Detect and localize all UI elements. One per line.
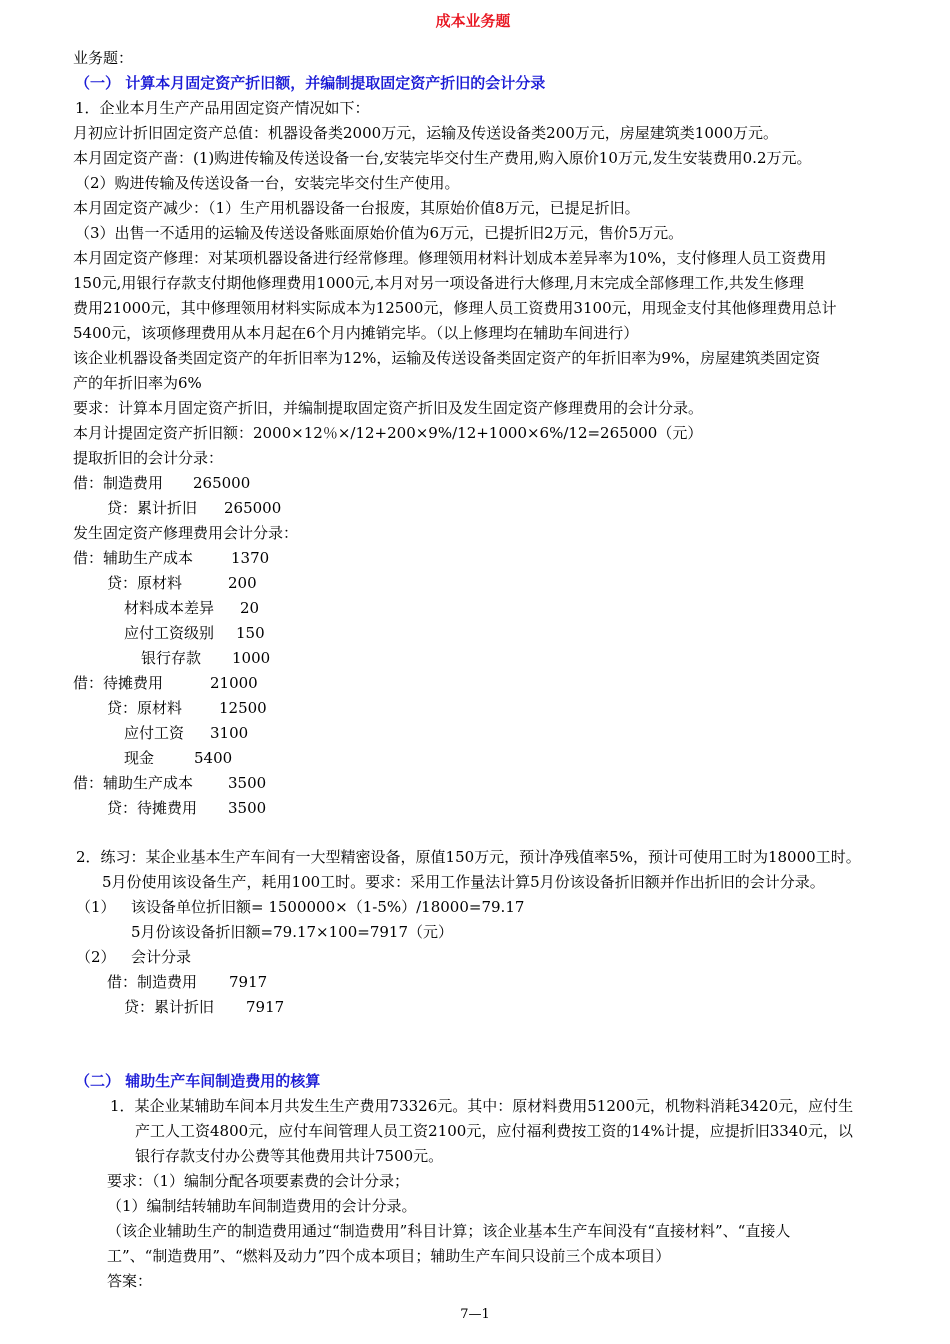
paragraph: 产的年折旧率为6% [73,374,202,392]
journal-amount: 1370 [231,549,270,567]
paragraph: 月初应计折旧固定资产总值：机器设备类2000万元，运输及传送设备类200万元，房屋建筑类1000万元。 [73,124,778,142]
question-2-text: 2．练习：某企业基本生产车间有一大型精密设备，原值150万元，预计净残值率5%，预计可使用工时为18000工时。 [76,848,861,866]
journal-credit: 贷：累计折旧 [124,998,215,1016]
step-number: （1） [76,898,116,916]
step-text: 会计分录 [131,948,192,966]
paragraph: （2）购进传输及传送设备一台，安装完毕交付生产使用。 [75,174,460,192]
journal-amount: 1000 [232,649,271,667]
journal-amount: 21000 [210,674,258,692]
paragraph: 150元,用银行存款支付期他修理费用1000元,本月对另一项设备进行大修理,月末完成全部修理工作,共发生修理 [73,274,804,292]
repair-intro: 发生固定资产修理费用会计分录： [73,524,299,542]
journal-amount: 3500 [228,774,267,792]
page-title: 成本业务题 [435,12,511,30]
entry-intro: 提取折旧的会计分录： [73,449,224,467]
journal-amount: 3100 [210,724,249,742]
step-number: （2） [76,948,116,966]
requirement: （1）编制结转辅助车间制造费用的会计分录。 [107,1197,417,1215]
note: （该企业辅助生产的制造费用通过“制造费用”科目计算；该企业基本生产车间没有“直接材料”、“直接人 [107,1222,791,1240]
question-text: 银行存款支付办公费等其他费用共计7500元。 [135,1147,444,1165]
journal-credit: 应付工资 [124,724,185,742]
paragraph: （3）出售一不适用的运输及传送设备账面原始价值为6万元，已提折旧2万元，售价5万元。 [75,224,684,242]
journal-credit: 应付工资级别 [124,624,215,642]
journal-debit: 借：制造费用 [73,474,164,492]
journal-credit: 贷：原材料 [107,574,183,592]
paragraph: 本月固定资产修理：对某项机器设备进行经常修理。修理领用材料计划成本差异率为10%，支付修理人员工资费用 [73,249,827,267]
answer-label: 答案： [107,1272,153,1290]
page-number: 7—1 [460,1307,490,1322]
question-1-title: 1．企业本月生产产品用固定资产情况如下： [75,99,370,117]
paragraph: 费用21000元，其中修理领用材料实际成本为12500元，修理人员工资费用3100元，用现金支付其他修理费用总计 [73,299,837,317]
journal-debit: 借：待摊费用 [73,674,164,692]
calculation: 本月计提固定资产折旧额：2000×12％×/12+200×9%/12+1000×6%/12=265000（元） [73,424,703,442]
journal-amount: 150 [236,624,265,642]
journal-debit: 借：辅助生产成本 [73,549,194,567]
journal-credit: 材料成本差异 [124,599,215,617]
journal-amount: 20 [240,599,260,617]
requirement: 要求：计算本月固定资产折旧，并编制提取固定资产折旧及发生固定资产修理费用的会计分录。 [73,399,704,417]
journal-debit: 借：辅助生产成本 [73,774,194,792]
journal-amount: 265000 [193,474,251,492]
question-2-text: 5月份使用该设备生产，耗用100工时。要求：采用工作量法计算5月份该设备折旧额并作出折旧的会计分录。 [102,873,825,891]
journal-credit: 现金 [124,749,155,767]
journal-amount: 7917 [229,973,268,991]
requirement: 要求：（1）编制分配各项要素费的会计分录； [107,1172,410,1190]
note: 工”、“制造费用”、“燃料及动力”四个成本项目；辅助生产车间只设前三个成本项目） [107,1247,671,1265]
question-text: 产工人工资4800元，应付车间管理人员工资2100元，应付福利费按工资的14%计提，应提折旧3340元，以 [135,1122,853,1140]
step-text: 该设备单位折旧额= 1500000×（1-5%）/18000=79.17 [131,898,525,916]
journal-credit: 贷：原材料 [107,699,183,717]
intro-label: 业务题： [73,49,134,67]
journal-amount: 3500 [228,799,267,817]
paragraph: 本月固定资产减少：（1）生产用机器设备一台报废，其原始价值8万元，已提足折旧。 [73,199,640,217]
journal-amount: 265000 [224,499,282,517]
journal-amount: 7917 [246,998,285,1016]
journal-credit: 贷：待摊费用 [107,799,198,817]
section-2-heading: （二） 辅助生产车间制造费用的核算 [75,1072,321,1090]
journal-credit: 贷：累计折旧 [107,499,198,517]
step-text: 5月份该设备折旧额=79.17×100=7917（元） [131,923,453,941]
journal-credit: 银行存款 [141,649,202,667]
journal-amount: 200 [228,574,257,592]
journal-debit: 借：制造费用 [107,973,198,991]
section-1-heading: （一） 计算本月固定资产折旧额，并编制提取固定资产折旧的会计分录 [75,74,546,92]
paragraph: 该企业机器设备类固定资产的年折旧率为12%，运输及传送设备类固定资产的年折旧率为9%，房屋建筑类固定资 [73,349,821,367]
journal-amount: 5400 [194,749,233,767]
paragraph: 5400元，该项修理费用从本月起在6个月内摊销完毕。（以上修理均在辅助车间进行） [73,324,639,342]
journal-amount: 12500 [219,699,267,717]
question-text: 1．某企业某辅助车间本月共发生生产费用73326元。其中：原材料费用51200元，机物料消耗3420元，应付生 [110,1097,854,1115]
paragraph: 本月固定资产啬：(1)购进传输及传送设备一台,安装完毕交付生产费用,购入原价10万元,发生安装费用0.2万元。 [73,149,812,167]
